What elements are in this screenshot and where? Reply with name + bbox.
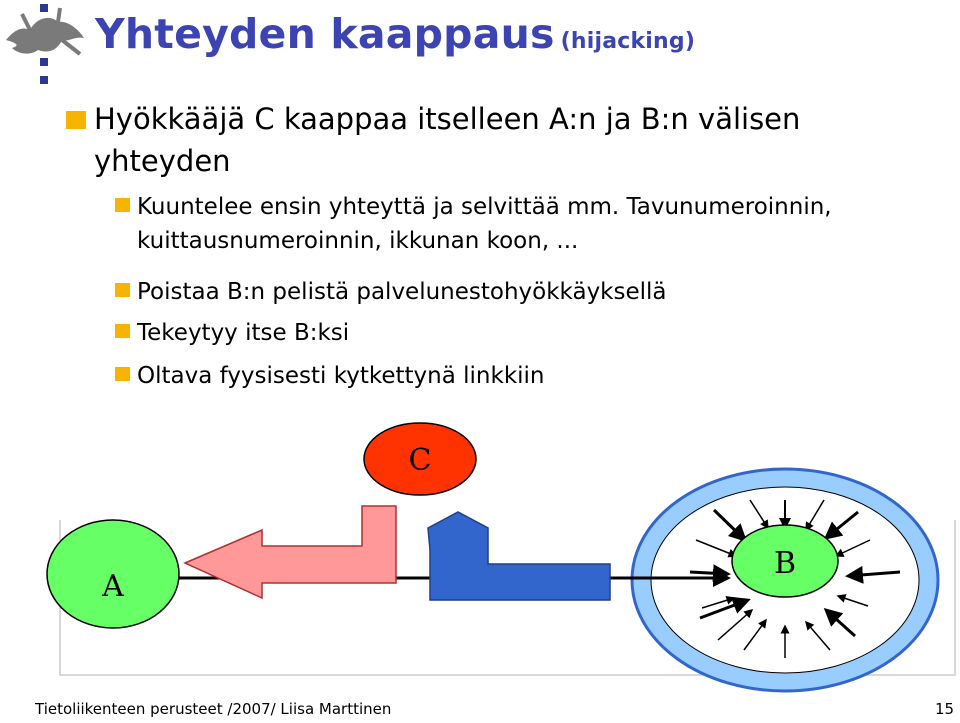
sub-bullet-text: Kuuntelee ensin yhteyttä ja selvittää mm. Tavunumeroinnin, kuittausnumeroinnin, ikkunan koon, ...	[137, 194, 832, 254]
title-main: Yhteyden kaappaus	[95, 10, 555, 58]
footer-text: Tietoliikenteen perusteet /2007/ Liisa Marttinen	[35, 700, 392, 718]
bullet-main-text: Hyökkääjä C kaappaa itselleen A:n ja B:n välisen yhteyden	[94, 102, 801, 178]
blue-hijack-arrow	[428, 512, 610, 600]
node-c-label: C	[408, 443, 432, 478]
page-number: 15	[935, 700, 955, 718]
node-a-label: A	[102, 569, 124, 604]
sub-bullet-text: Oltava fyysisesti kytkettynä linkkiin	[137, 363, 545, 389]
node-b-label: B	[773, 546, 797, 581]
title-note: (hijacking)	[560, 29, 696, 54]
pink-hijack-arrow	[185, 506, 396, 598]
sub-bullet-text: Tekeytyy itse B:ksi	[137, 320, 350, 346]
sub-bullet-text: Poistaa B:n pelistä palvelunestohyökkäyksellä	[137, 279, 667, 305]
